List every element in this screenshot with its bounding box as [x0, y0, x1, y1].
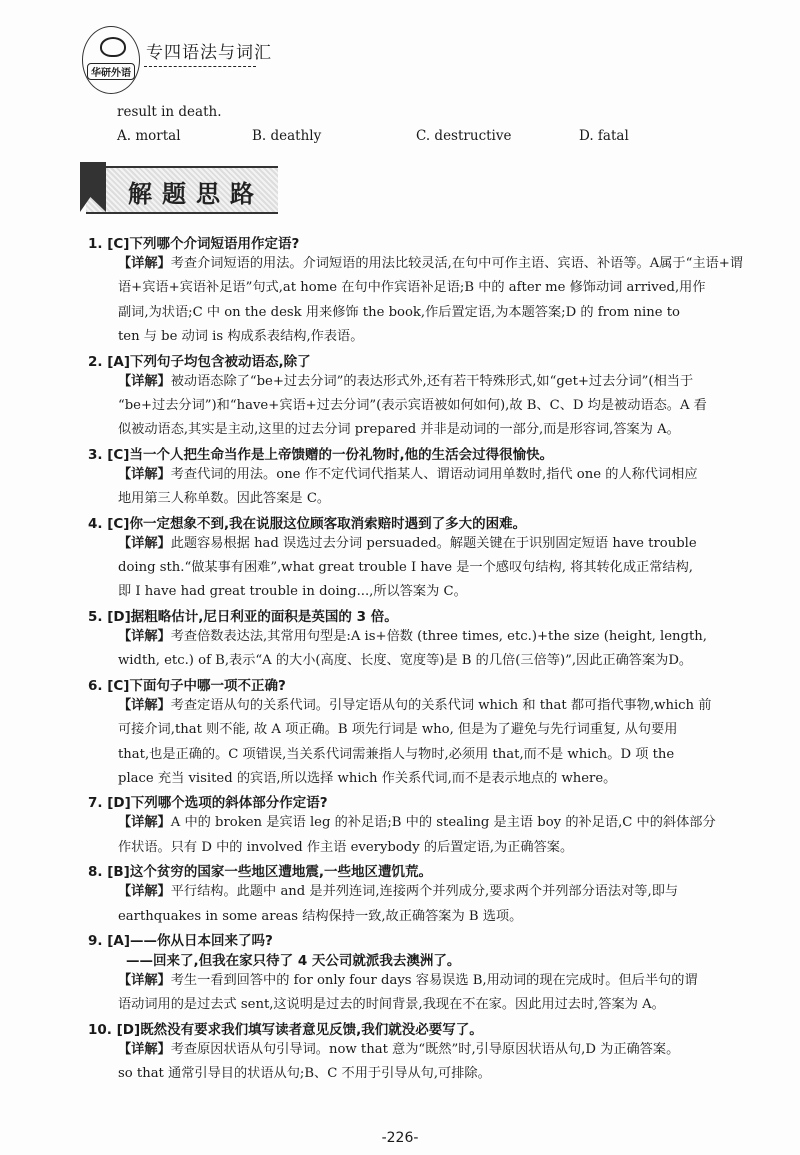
explanation-line [88, 580, 748, 604]
answer-list [88, 232, 748, 1087]
answer-question [88, 949, 748, 969]
explanation-text: 地用第三人称单数。因此答案是 C。 [118, 491, 331, 507]
explanation-line [88, 1062, 748, 1086]
explanation-line [88, 625, 748, 649]
explanation-text: “be+过去分词”)和“have+宾语+过去分词”(表示宾语被如何如何),故 B、C、D 均是被动语态。A 看 [118, 398, 707, 414]
explanation-line [88, 880, 748, 904]
explanation-line [88, 1038, 748, 1062]
explanation-text: place 充当 visited 的宾语,所以选择 which 作关系代词,而不是表示地点的 where。 [118, 770, 617, 786]
explanation-text: 即 I have had great trouble in doing...,所以答案为 C。 [118, 584, 467, 600]
explanation-text: width, etc.) of B,表示“A 的大小(高度、长度、宽度等)是 B 的几倍(三倍等)”,因此正确答案为D。 [118, 653, 693, 669]
explanation-line [88, 649, 748, 673]
explanation-text: ten 与 be 动词 is 构成系表结构,作表语。 [118, 329, 364, 345]
explanation-text: that,也是正确的。C 项错误,当关系代词需兼指人与物时,必须用 that,而不是 which。D 项 the [118, 746, 675, 762]
answer-number-key: 3. [C] [88, 446, 130, 463]
explanation-text: 作状语。只有 D 中的 involved 作主语 everybody 的后置定语,为正确答案。 [118, 839, 574, 855]
option-b: B. deathly [252, 128, 322, 144]
answer-item [88, 1018, 748, 1087]
answer-number-key: 7. [D] [88, 795, 131, 812]
explanation-line [88, 252, 748, 276]
previous-question-stem: result in death. [117, 104, 222, 120]
detail-tag: 【详解】 [118, 256, 171, 271]
explanation-line [88, 905, 748, 929]
explanation-line [88, 487, 748, 511]
explanation-text: earthquakes in some areas 结构保持一致,故正确答案为 B 选项。 [118, 908, 523, 924]
detail-tag: 【详解】 [118, 628, 171, 644]
answer-item [88, 232, 748, 350]
explanation-line [88, 276, 748, 300]
page-number: -226- [381, 1130, 419, 1146]
detail-tag: 【详解】 [118, 815, 171, 831]
explanation-text: 可接介词,that 则不能, 故 A 项正确。B 项先行词是 who, 但是为了避免与先行词重复, 从句要用 [118, 722, 678, 738]
answer-item [88, 860, 748, 929]
explanation-line [88, 811, 748, 835]
explanation-line [88, 532, 748, 556]
section-title: 解题思路 [128, 180, 264, 208]
running-header-title: 专四语法与词汇 [146, 43, 272, 63]
question-text: 当一个人把生命当作是上帝馈赠的一份礼物时,他的生活会过得很愉快。 [129, 446, 554, 463]
answer-item [88, 791, 748, 860]
question-text: 下列哪个介词短语用作定语? [129, 236, 300, 252]
answer-number-key: 6. [C] [88, 677, 130, 694]
detail-tag: 【详解】 [118, 535, 171, 551]
answer-item [88, 929, 748, 1018]
explanation-line [88, 556, 748, 580]
explanation-line [88, 743, 748, 767]
detail-tag: 【详解】 [118, 884, 171, 900]
explanation-text: 此题容易根据 had 误选过去分词 persuaded。解题关键在于识别固定短语 have trouble [170, 535, 697, 551]
answer-question [88, 443, 748, 463]
answer-number-key: 2. [A] [88, 353, 131, 370]
answer-number-key: 10. [D] [88, 1021, 141, 1038]
explanation-line [88, 969, 748, 993]
answer-question [88, 791, 748, 811]
answer-number-key: 5. [D] [88, 608, 131, 625]
detail-tag: 【详解】 [118, 466, 171, 482]
explanation-line [88, 993, 748, 1017]
explanation-text: 被动语态除了“be+过去分词”的表达形式外,还有若干特殊形式,如“get+过去分词”(相当于 [170, 373, 694, 389]
option-a: A. mortal [117, 128, 181, 144]
answer-item [88, 443, 748, 512]
explanation-text: 副词,为状语;C 中 on the desk 用来修饰 the book,作后置定语,为本题答案;D 的 from nine to [118, 304, 680, 320]
explanation-line [88, 370, 748, 394]
explanation-line [88, 418, 748, 442]
option-c: C. destructive [416, 128, 512, 144]
question-text: 下面句子中哪一项不正确? [129, 677, 286, 694]
section-banner [86, 166, 278, 214]
explanation-text: 平行结构。此题中 and 是并列连词,连接两个并列成分,要求两个并列部分语法对等,即与 [170, 884, 679, 900]
frog-mascot-icon [100, 37, 126, 57]
explanation-text: 考生一看到回答中的 for only four days 容易误选 B,用动词的现在完成时。但后半句的谓 [170, 972, 698, 988]
answer-question [88, 512, 748, 532]
question-text: 下列哪个选项的斜体部分作定语? [130, 795, 328, 812]
detail-tag: 【详解】 [118, 972, 171, 988]
question-text: 这个贫穷的国家一些地区遭地震,一些地区遭饥荒。 [129, 864, 432, 881]
explanation-text: 考查倍数表达法,其常用句型是:A is+倍数 (three times, etc.)+the size (height, length, [170, 628, 707, 644]
detail-tag: 【详解】 [118, 697, 171, 713]
explanation-text: 考查原因状语从句引导词。now that 意为“既然”时,引导原因状语从句,D 为正确答案。 [170, 1041, 680, 1057]
explanation-text: 考查代词的用法。one 作不定代词代指某人、谓语动词用单数时,指代 one 的人称代词相应 [170, 466, 698, 482]
header-rule [144, 66, 256, 67]
explanation-text: 语+宾语+宾语补足语”句式,at home 在句中作宾语补足语;B 中的 after me 修饰动词 arrived,用作 [118, 280, 706, 296]
explanation-line [88, 767, 748, 791]
explanation-text: 考查定语从句的关系代词。引导定语从句的关系代词 which 和 that 都可指代事物,which 前 [170, 697, 712, 713]
answer-question [88, 232, 748, 252]
explanation-text: 考查介词短语的用法。介词短语的用法比较灵活,在句中可作主语、宾语、补语等。A属于“主语+谓 [170, 256, 743, 271]
answer-question [88, 605, 748, 625]
answer-question [88, 350, 748, 370]
explanation-line [88, 718, 748, 742]
answer-question [88, 674, 748, 694]
answer-item [88, 674, 748, 792]
question-text: ——你从日本回来了吗? [130, 932, 273, 949]
answer-question [88, 1018, 748, 1038]
explanation-line [88, 694, 748, 718]
question-text: 你一定想象不到,我在说服这位顾客取消索赔时遇到了多大的困难。 [129, 515, 527, 532]
detail-tag: 【详解】 [118, 373, 171, 389]
explanation-text: doing sth.“做某事有困难”,what great trouble I have 是一个感叹句结构, 将其转化成正常结构, [118, 560, 693, 576]
answer-question [88, 860, 748, 880]
question-text: 据粗略估计,尼日利亚的面积是英国的 3 倍。 [130, 608, 398, 625]
question-text: 下列句子均包含被动语态,除了 [130, 353, 311, 370]
answer-question [88, 929, 748, 949]
explanation-line [88, 836, 748, 860]
explanation-text: 似被动语态,其实是主动,这里的过去分词 prepared 并非是动词的一部分,而是形容词,答案为 A。 [118, 422, 680, 438]
logo-text: 华研外语 [87, 63, 135, 80]
publisher-logo [82, 26, 140, 94]
detail-tag: 【详解】 [118, 1041, 171, 1057]
answer-item [88, 350, 748, 443]
answer-number-key: 9. [A] [88, 932, 131, 949]
explanation-text: so that 通常引导目的状语从句;B、C 不用于引导从句,可排除。 [118, 1066, 491, 1082]
banner-ribbon-icon [80, 162, 106, 212]
answer-number-key: 1. [C] [88, 236, 130, 252]
explanation-line [88, 394, 748, 418]
question-text: 既然没有要求我们填写读者意见反馈,我们就没必要写了。 [140, 1021, 483, 1038]
explanation-text: 语动词用的是过去式 sent,这说明是过去的时间背景,我现在不在家。因此用过去时,答案为 A。 [118, 997, 665, 1013]
answer-item [88, 605, 748, 674]
question-text: ——回来了,但我在家只待了 4 天公司就派我去澳洲了。 [126, 952, 461, 969]
explanation-line [88, 301, 748, 325]
answer-number-key: 4. [C] [88, 515, 130, 532]
option-d: D. fatal [579, 128, 629, 144]
explanation-line [88, 325, 748, 349]
answer-number-key: 8. [B] [88, 864, 130, 881]
explanation-line [88, 463, 748, 487]
explanation-text: A 中的 broken 是宾语 leg 的补足语;B 中的 stealing 是主语 boy 的补足语,C 中的斜体部分 [170, 815, 716, 831]
answer-item [88, 512, 748, 605]
